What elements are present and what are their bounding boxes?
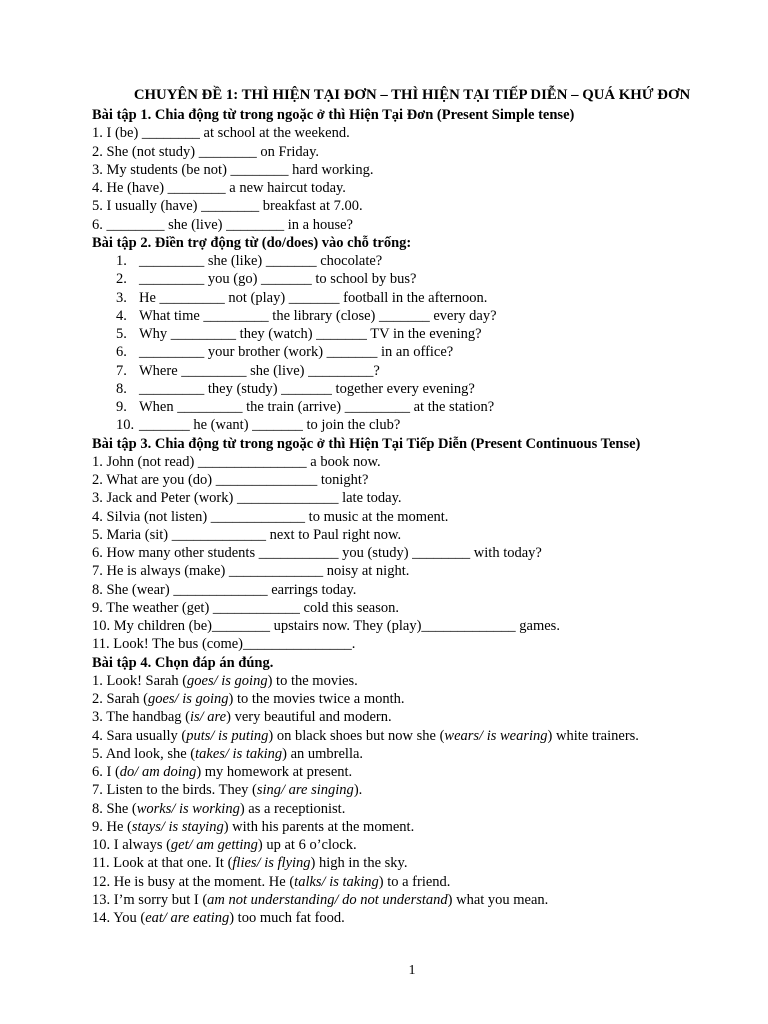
exercise-4-item bbox=[92, 836, 742, 854]
answer-options: do/ am doing bbox=[119, 764, 197, 780]
exercise-1-item: 6. ________ she (live) ________ in a house? bbox=[92, 216, 353, 233]
exercise-4-heading: Bài tập 4. Chọn đáp án đúng. bbox=[92, 654, 274, 671]
item-text: He _________ not (play) _______ football in the afternoon. bbox=[139, 289, 488, 306]
answer-options: stays/ is staying bbox=[131, 818, 224, 835]
item-text: Why _________ they (watch) _______ TV in the evening? bbox=[139, 326, 482, 342]
item-text: 8. She ( bbox=[92, 800, 137, 817]
exercise-4-item bbox=[92, 708, 742, 726]
exercise-3-item: 7. He is always (make) _____________ noisy at night. bbox=[92, 563, 410, 580]
item-text: What time _________ the library (close) _______ every day? bbox=[139, 307, 497, 324]
item-text: ) very beautiful and modern. bbox=[226, 709, 392, 726]
exercise-2-item bbox=[92, 343, 742, 361]
exercise-4-item bbox=[92, 909, 742, 927]
exercise-4-item bbox=[92, 854, 742, 872]
item-text: _________ your brother (work) _______ in an office? bbox=[139, 344, 454, 361]
item-text: 11. Look at that one. It ( bbox=[92, 855, 233, 872]
exercise-4-item bbox=[92, 891, 742, 909]
item-text: _______ he (want) _______ to join the club? bbox=[139, 417, 401, 434]
item-text: ) to the movies. bbox=[267, 672, 358, 689]
item-number: 2. bbox=[116, 271, 127, 288]
exercise-2-item bbox=[92, 252, 742, 270]
exercise-3-item: 10. My children (be)________ upstairs now. They (play)_____________ games. bbox=[92, 618, 560, 634]
item-number: 6. bbox=[116, 344, 127, 361]
answer-options: takes/ is taking bbox=[195, 745, 283, 762]
exercise-4-item bbox=[92, 818, 742, 836]
item-text: 3. The handbag ( bbox=[92, 709, 190, 726]
item-number: 9. bbox=[116, 399, 127, 415]
item-text: ) what you mean. bbox=[447, 891, 549, 908]
exercise-4-item bbox=[92, 781, 742, 799]
exercise-1-item: 3. My students (be not) ________ hard working. bbox=[92, 161, 374, 178]
exercise-2-item bbox=[92, 416, 742, 434]
item-text: _________ they (study) _______ together every evening? bbox=[139, 380, 475, 397]
answer-options: flies/ is flying bbox=[232, 855, 311, 872]
item-text: 12. He is busy at the moment. He ( bbox=[92, 873, 295, 890]
exercise-2-item bbox=[92, 270, 742, 288]
item-text: 14. You ( bbox=[92, 910, 146, 926]
item-text: 9. He ( bbox=[92, 818, 132, 835]
item-text: 10. I always ( bbox=[92, 837, 171, 853]
exercise-3-item: 5. Maria (sit) _____________ next to Paul right now. bbox=[92, 526, 402, 543]
answer-options: is/ are bbox=[189, 709, 227, 726]
answer-options: sing/ are singing bbox=[256, 782, 354, 799]
page-number: 1 bbox=[408, 963, 416, 978]
exercise-3-item: 3. Jack and Peter (work) ______________ late today. bbox=[92, 490, 402, 507]
exercise-3-heading: Bài tập 3. Chia động từ trong ngoặc ở thì Hiện Tại Tiếp Diễn (Present Continuous Tense) bbox=[92, 435, 641, 452]
answer-options: get/ am getting bbox=[170, 837, 258, 853]
exercise-4-item bbox=[92, 873, 742, 891]
item-text: _________ you (go) _______ to school by bus? bbox=[139, 271, 417, 288]
item-text: ) on black shoes but now she ( bbox=[268, 727, 445, 744]
exercise-4-item bbox=[92, 727, 742, 745]
answer-options: wears/ is wearing bbox=[444, 727, 548, 744]
exercise-2-heading: Bài tập 2. Điền trợ động từ (do/does) vào chỗ trống: bbox=[92, 234, 412, 251]
exercise-2-item bbox=[92, 362, 742, 380]
answer-options: puts/ is puting bbox=[186, 727, 269, 744]
exercise-2-item bbox=[92, 307, 742, 325]
item-number: 5. bbox=[116, 326, 127, 342]
item-text: 13. I’m sorry but I ( bbox=[92, 891, 208, 908]
item-number: 8. bbox=[116, 380, 127, 397]
item-text: ) my homework at present. bbox=[196, 764, 353, 780]
answer-options: am not understanding/ do not understand bbox=[207, 891, 448, 908]
exercise-2-item bbox=[92, 325, 742, 343]
item-text: 5. And look, she ( bbox=[92, 745, 196, 762]
exercise-1-item: 2. She (not study) ________ on Friday. bbox=[92, 143, 320, 160]
item-text: ) white trainers. bbox=[547, 727, 639, 744]
exercise-4-item bbox=[92, 672, 742, 690]
item-text: 7. Listen to the birds. They ( bbox=[92, 782, 257, 799]
exercise-1-item: 4. He (have) ________ a new haircut today. bbox=[92, 180, 346, 196]
exercise-2-item bbox=[92, 289, 742, 307]
item-text: ) to the movies twice a month. bbox=[228, 691, 405, 707]
item-text: 1. Look! Sarah ( bbox=[92, 672, 188, 689]
answer-options: goes/ is going bbox=[147, 691, 229, 707]
item-text: ) high in the sky. bbox=[310, 855, 408, 872]
item-text: ) an umbrella. bbox=[282, 745, 364, 762]
exercise-2-item bbox=[92, 398, 742, 416]
item-number: 7. bbox=[116, 362, 127, 379]
exercise-3-item: 2. What are you (do) ______________ tonight? bbox=[92, 472, 369, 488]
exercise-3-item: 6. How many other students ___________ you (study) ________ with today? bbox=[92, 545, 542, 561]
exercise-1-item: 5. I usually (have) ________ breakfast at 7.00. bbox=[92, 198, 363, 215]
exercise-3-item: 11. Look! The bus (come)_______________. bbox=[92, 636, 356, 653]
exercise-3-item: 8. She (wear) _____________ earrings today. bbox=[92, 581, 357, 598]
exercise-4-item bbox=[92, 745, 742, 763]
document-title: CHUYÊN ĐỀ 1: THÌ HIỆN TẠI ĐƠN – THÌ HIỆN TẠI TIẾP DIỄN – QUÁ KHỨ ĐƠN bbox=[133, 87, 691, 103]
item-number: 1. bbox=[116, 253, 127, 269]
answer-options: works/ is working bbox=[136, 800, 240, 817]
item-text: ) as a receptionist. bbox=[239, 800, 346, 817]
exercise-1-item: 1. I (be) ________ at school at the weekend. bbox=[92, 125, 350, 142]
item-text: ) to a friend. bbox=[378, 873, 451, 890]
item-text: ) up at 6 o’clock. bbox=[257, 837, 357, 853]
item-number: 3. bbox=[116, 289, 127, 306]
answer-options: goes/ is going bbox=[187, 672, 268, 689]
document-body bbox=[92, 106, 742, 927]
exercise-2-item bbox=[92, 380, 742, 398]
answer-options: talks/ is taking bbox=[294, 873, 379, 890]
exercise-1-heading: Bài tập 1. Chia động từ trong ngoặc ở thì Hiện Tại Đơn (Present Simple tense) bbox=[92, 107, 575, 123]
item-text: _________ she (like) _______ chocolate? bbox=[139, 253, 383, 269]
item-number: 10. bbox=[116, 417, 135, 434]
item-text: 2. Sarah ( bbox=[92, 691, 148, 707]
exercise-4-item bbox=[92, 800, 742, 818]
answer-options: eat/ are eating bbox=[145, 910, 230, 926]
item-text: When _________ the train (arrive) _________ at the station? bbox=[139, 399, 495, 415]
item-text: ) with his parents at the moment. bbox=[223, 818, 415, 835]
item-text: ) too much fat food. bbox=[229, 910, 345, 926]
exercise-3-item: 9. The weather (get) ____________ cold this season. bbox=[92, 599, 399, 616]
item-text: 6. I ( bbox=[92, 764, 120, 780]
item-number: 4. bbox=[116, 307, 127, 324]
exercise-3-item: 4. Silvia (not listen) _____________ to music at the moment. bbox=[92, 508, 449, 525]
item-text: Where _________ she (live) _________? bbox=[139, 362, 380, 379]
item-text: ). bbox=[353, 782, 363, 799]
exercise-3-item: 1. John (not read) _______________ a book now. bbox=[92, 453, 381, 470]
exercise-4-item bbox=[92, 690, 742, 708]
exercise-4-item bbox=[92, 763, 742, 781]
item-text: 4. Sara usually ( bbox=[92, 727, 187, 744]
